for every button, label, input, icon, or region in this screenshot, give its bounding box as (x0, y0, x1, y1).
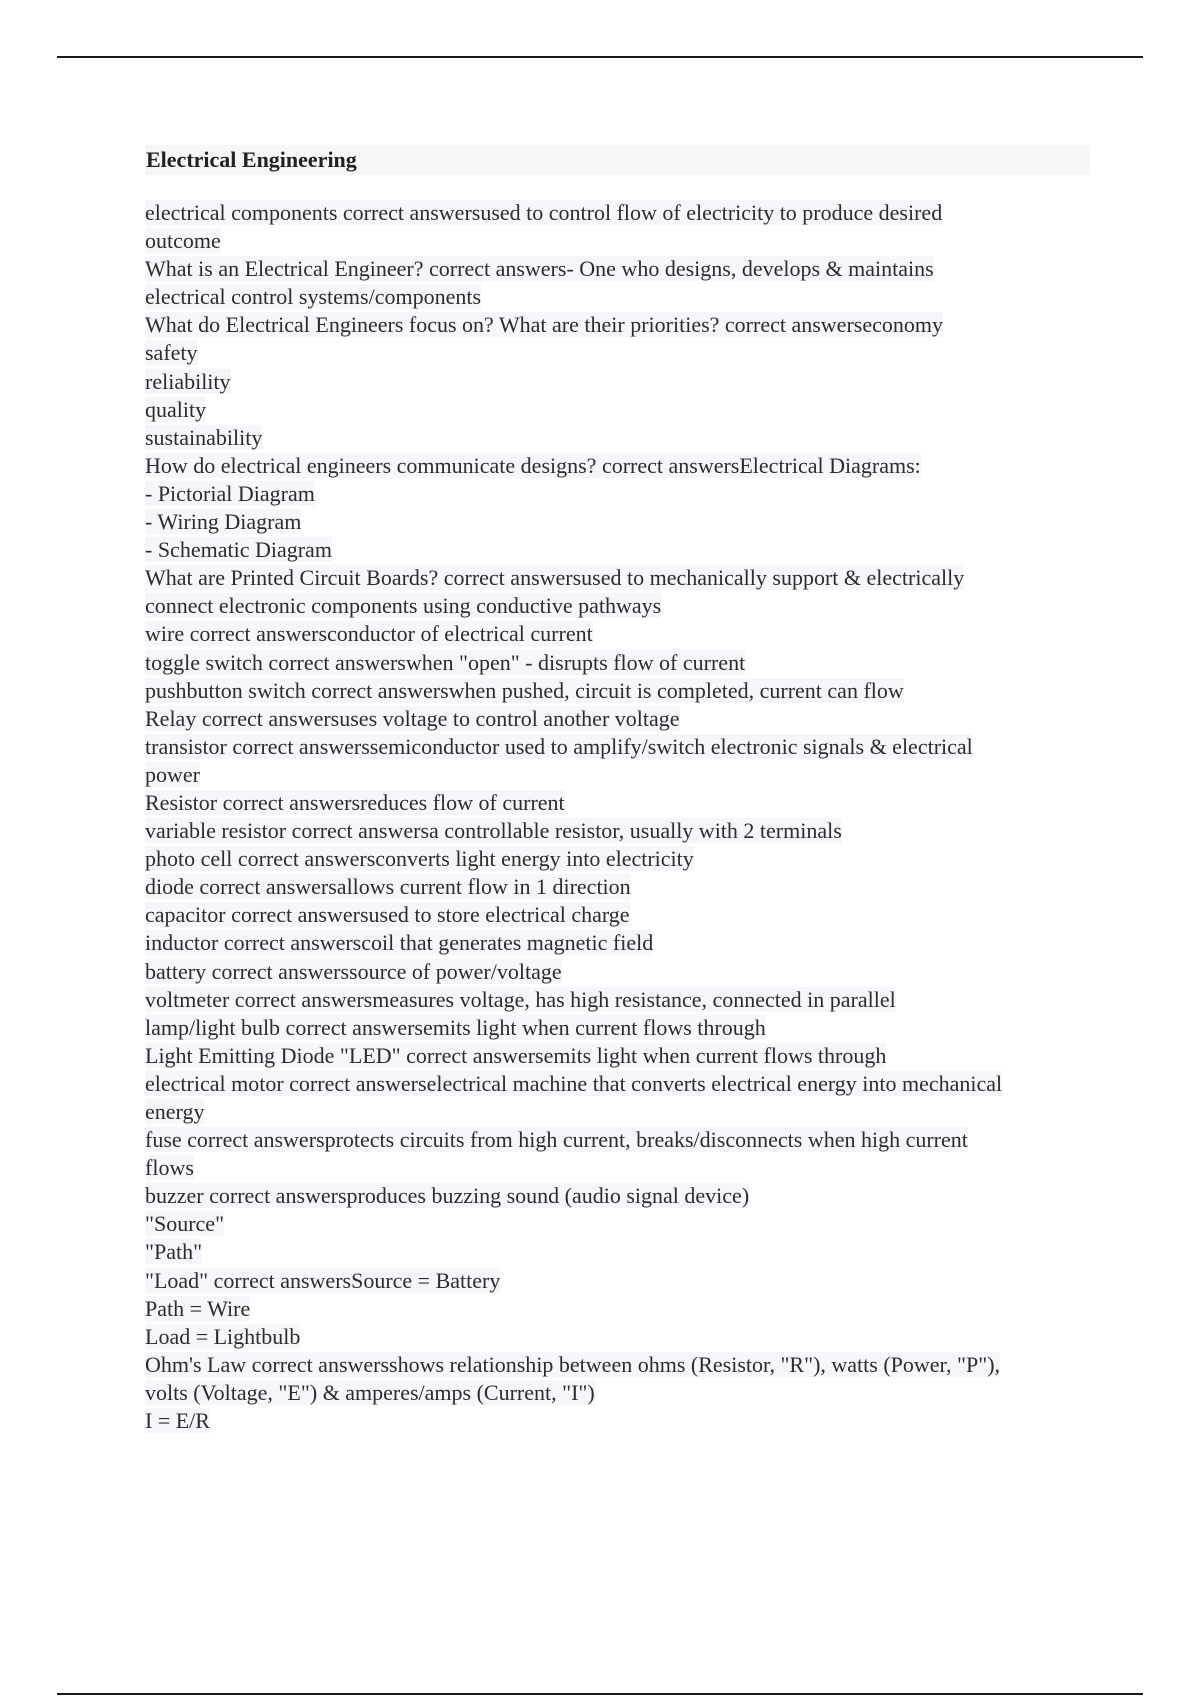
text-line-8: quality (145, 396, 207, 422)
text-line-13: - Schematic Diagram (145, 537, 332, 563)
text-line-11: - Pictorial Diagram (145, 480, 315, 506)
text-line-21: power (145, 761, 200, 787)
text-line-20: transistor correct answerssemiconductor used to amplify/switch electronic signals & electrical (145, 733, 973, 759)
text-line-40: Path = Wire (145, 1295, 251, 1321)
text-line-17: toggle switch correct answerswhen "open" - disrupts flow of current (145, 649, 746, 675)
text-line-35: flows (145, 1155, 194, 1181)
text-line-22: Resistor correct answersreduces flow of current (145, 789, 565, 815)
text-line-9: sustainability (145, 424, 263, 450)
document-body (145, 199, 1090, 1435)
text-line-33: energy (145, 1099, 205, 1124)
text-line-3: What is an Electrical Engineer? correct answers- One who designs, develops & maintains (145, 256, 934, 282)
text-line-6: safety (145, 340, 198, 366)
text-line-26: capacitor correct answersused to store electrical charge (145, 902, 630, 928)
text-line-29: voltmeter correct answersmeasures voltage, has high resistance, connected in parallel (145, 986, 896, 1012)
text-line-2: outcome (145, 228, 221, 254)
text-line-38: "Path" (145, 1239, 203, 1265)
document-title: Electrical Engineering (145, 145, 1090, 175)
text-line-27: inductor correct answerscoil that generates magnetic field (145, 930, 654, 956)
text-line-14: What are Printed Circuit Boards? correct answersused to mechanically support & electrically (145, 565, 965, 591)
text-line-39: "Load" correct answersSource = Battery (145, 1267, 501, 1293)
text-line-19: Relay correct answersuses voltage to control another voltage (145, 705, 680, 731)
text-line-41: Load = Lightbulb (145, 1323, 301, 1349)
text-line-15: connect electronic components using conductive pathways (145, 593, 662, 619)
text-line-30: lamp/light bulb correct answersemits light when current flows through (145, 1014, 766, 1040)
text-line-34: fuse correct answersprotects circuits from high current, breaks/disconnects when high current (145, 1127, 968, 1153)
page-bottom-rule (57, 1693, 1143, 1695)
text-line-42: Ohm's Law correct answersshows relationship between ohms (Resistor, "R"), watts (Power, "P"), (145, 1351, 1001, 1377)
text-line-36: buzzer correct answersproduces buzzing sound (audio signal device) (145, 1183, 750, 1209)
text-line-7: reliability (145, 368, 231, 394)
text-line-31: Light Emitting Diode "LED" correct answersemits light when current flows through (145, 1042, 887, 1068)
text-line-24: photo cell correct answersconverts light energy into electricity (145, 846, 694, 872)
text-line-44: I = E/R (145, 1408, 210, 1434)
text-line-16: wire correct answersconductor of electrical current (145, 621, 593, 647)
text-line-10: How do electrical engineers communicate designs? correct answersElectrical Diagrams: (145, 452, 921, 478)
text-line-12: - Wiring Diagram (145, 509, 302, 535)
text-line-32: electrical motor correct answerselectrical machine that converts electrical energy into mechanical (145, 1070, 1003, 1096)
text-line-37: "Source" (145, 1211, 225, 1237)
text-line-25: diode correct answersallows current flow in 1 direction (145, 874, 631, 900)
document-content (145, 145, 1090, 1435)
page-top-rule (57, 56, 1143, 58)
text-line-5: What do Electrical Engineers focus on? What are their priorities? correct answerseconomy (145, 312, 943, 338)
text-line-18: pushbutton switch correct answerswhen pushed, circuit is completed, current can flow (145, 677, 904, 703)
text-line-43: volts (Voltage, "E") & amperes/amps (Current, "I") (145, 1379, 595, 1405)
text-line-28: battery correct answerssource of power/voltage (145, 958, 562, 984)
text-line-1: electrical components correct answersused to control flow of electricity to produce desired (145, 200, 943, 225)
text-line-4: electrical control systems/components (145, 284, 482, 310)
text-line-23: variable resistor correct answersa controllable resistor, usually with 2 terminals (145, 818, 842, 844)
